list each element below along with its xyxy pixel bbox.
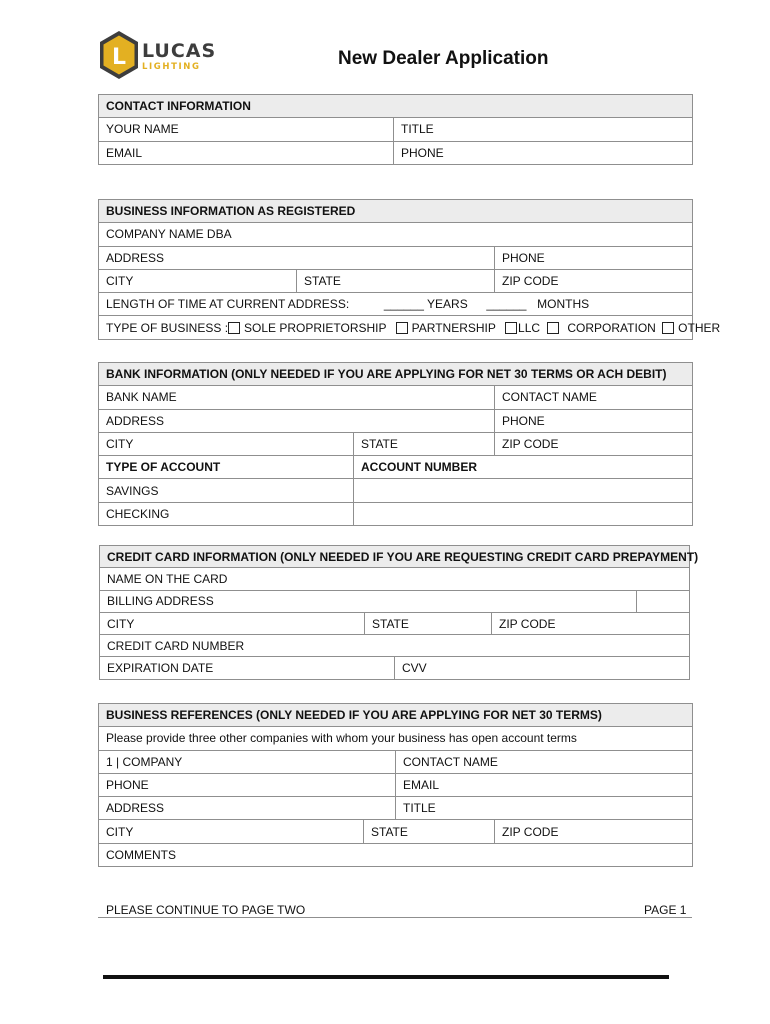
reference-phone-field[interactable]: PHONE [99,773,396,796]
comments-field[interactable]: COMMENTS [99,843,693,866]
references-section-header: BUSINESS REFERENCES (ONLY NEEDED IF YOU ARE APPLYING FOR NET 30 TERMS) [99,704,693,727]
checking-account-number-field[interactable] [354,502,693,525]
years-label: YEARS [427,297,468,312]
business-section-header: BUSINESS INFORMATION AS REGISTERED [99,200,693,223]
page-number: PAGE 1 [644,903,687,917]
continue-note: PLEASE CONTINUE TO PAGE TWO [106,903,306,917]
business-city-field[interactable]: CITY [99,269,297,292]
bank-name-field[interactable]: BANK NAME [99,386,495,409]
corporation-label: CORPORATION [567,320,656,335]
title-field[interactable]: TITLE [394,118,693,141]
corporation-checkbox[interactable] [547,322,559,334]
reference-title-field[interactable]: TITLE [396,797,693,820]
credit-zip-field[interactable]: ZIP CODE [492,612,690,634]
business-information-section [98,199,721,340]
checking-label: CHECKING [99,502,354,525]
reference-city-field[interactable]: CITY [99,820,364,843]
reference-zip-field[interactable]: ZIP CODE [495,820,693,843]
references-instructions: Please provide three other companies with whom your business has open account terms [99,727,693,750]
bank-city-field[interactable]: CITY [99,432,354,455]
contact-information-section [98,94,693,165]
business-state-field[interactable]: STATE [297,269,495,292]
billing-address-extra-field[interactable] [637,590,690,612]
page-title: New Dealer Application [338,48,549,69]
phone-field[interactable]: PHONE [394,141,693,164]
logo-letter: L [111,45,127,70]
llc-checkbox[interactable] [505,322,517,334]
llc-label: LLC [518,320,541,335]
hexagon-logo-icon [98,30,140,80]
credit-city-field[interactable]: CITY [100,612,365,634]
other-checkbox[interactable] [662,322,674,334]
reference-contact-name-field[interactable]: CONTACT NAME [396,750,693,773]
reference-company-field[interactable]: 1 | COMPANY [99,750,396,773]
bank-phone-field[interactable]: PHONE [495,409,693,432]
type-of-business-label: TYPE OF BUSINESS : [106,320,229,335]
reference-address-field[interactable]: ADDRESS [99,797,396,820]
credit-state-field[interactable]: STATE [365,612,492,634]
sole-proprietorship-checkbox[interactable] [228,322,240,334]
name-on-card-field[interactable]: NAME ON THE CARD [100,568,690,590]
bottom-rule [103,975,669,979]
type-of-account-header: TYPE OF ACCOUNT [99,456,354,479]
cvv-field[interactable]: CVV [395,657,690,679]
company-name-field[interactable]: COMPANY NAME DBA [99,223,693,246]
expiration-date-field[interactable]: EXPIRATION DATE [100,657,395,679]
business-phone-field[interactable]: PHONE [495,246,693,269]
months-label: MONTHS [537,297,590,312]
reference-email-field[interactable]: EMAIL [396,773,693,796]
footer-divider [98,917,692,918]
business-address-field[interactable]: ADDRESS [99,246,495,269]
contact-section-header: CONTACT INFORMATION [99,95,693,118]
lucas-lighting-logo [98,30,218,82]
bank-address-field[interactable]: ADDRESS [99,409,495,432]
business-zip-field[interactable]: ZIP CODE [495,269,693,292]
logo-wordmark: LUCAS [142,40,217,62]
account-number-header: ACCOUNT NUMBER [354,456,693,479]
logo-subtitle: LIGHTING [142,62,201,72]
partnership-checkbox[interactable] [396,322,408,334]
years-blank[interactable]: ______ [383,297,424,312]
credit-section-header: CREDIT CARD INFORMATION (ONLY NEEDED IF YOU ARE REQUESTING CREDIT CARD PREPAYMENT) [100,546,690,568]
length-of-time-label: LENGTH OF TIME AT CURRENT ADDRESS: [106,297,350,312]
credit-card-number-field[interactable]: CREDIT CARD NUMBER [100,635,690,657]
bank-state-field[interactable]: STATE [354,432,495,455]
email-field[interactable]: EMAIL [99,141,394,164]
type-of-business-row [99,316,721,339]
partnership-label: PARTNERSHIP [411,320,496,335]
billing-address-field[interactable]: BILLING ADDRESS [100,590,637,612]
reference-state-field[interactable]: STATE [364,820,495,843]
business-references-section [98,703,693,867]
savings-account-number-field[interactable] [354,479,693,502]
other-label: OTHER [678,320,721,335]
sole-proprietorship-label: SOLE PROPRIETORSHIP [244,320,387,335]
bank-zip-field[interactable]: ZIP CODE [495,432,693,455]
bank-section-header: BANK INFORMATION (ONLY NEEDED IF YOU ARE APPLYING FOR NET 30 TERMS OR ACH DEBIT) [99,363,693,386]
months-blank[interactable]: ______ [486,297,527,312]
savings-label: SAVINGS [99,479,354,502]
bank-contact-name-field[interactable]: CONTACT NAME [495,386,693,409]
credit-card-section [99,545,699,680]
length-of-time-row [99,293,693,316]
your-name-field[interactable]: YOUR NAME [99,118,394,141]
bank-information-section [98,362,693,526]
